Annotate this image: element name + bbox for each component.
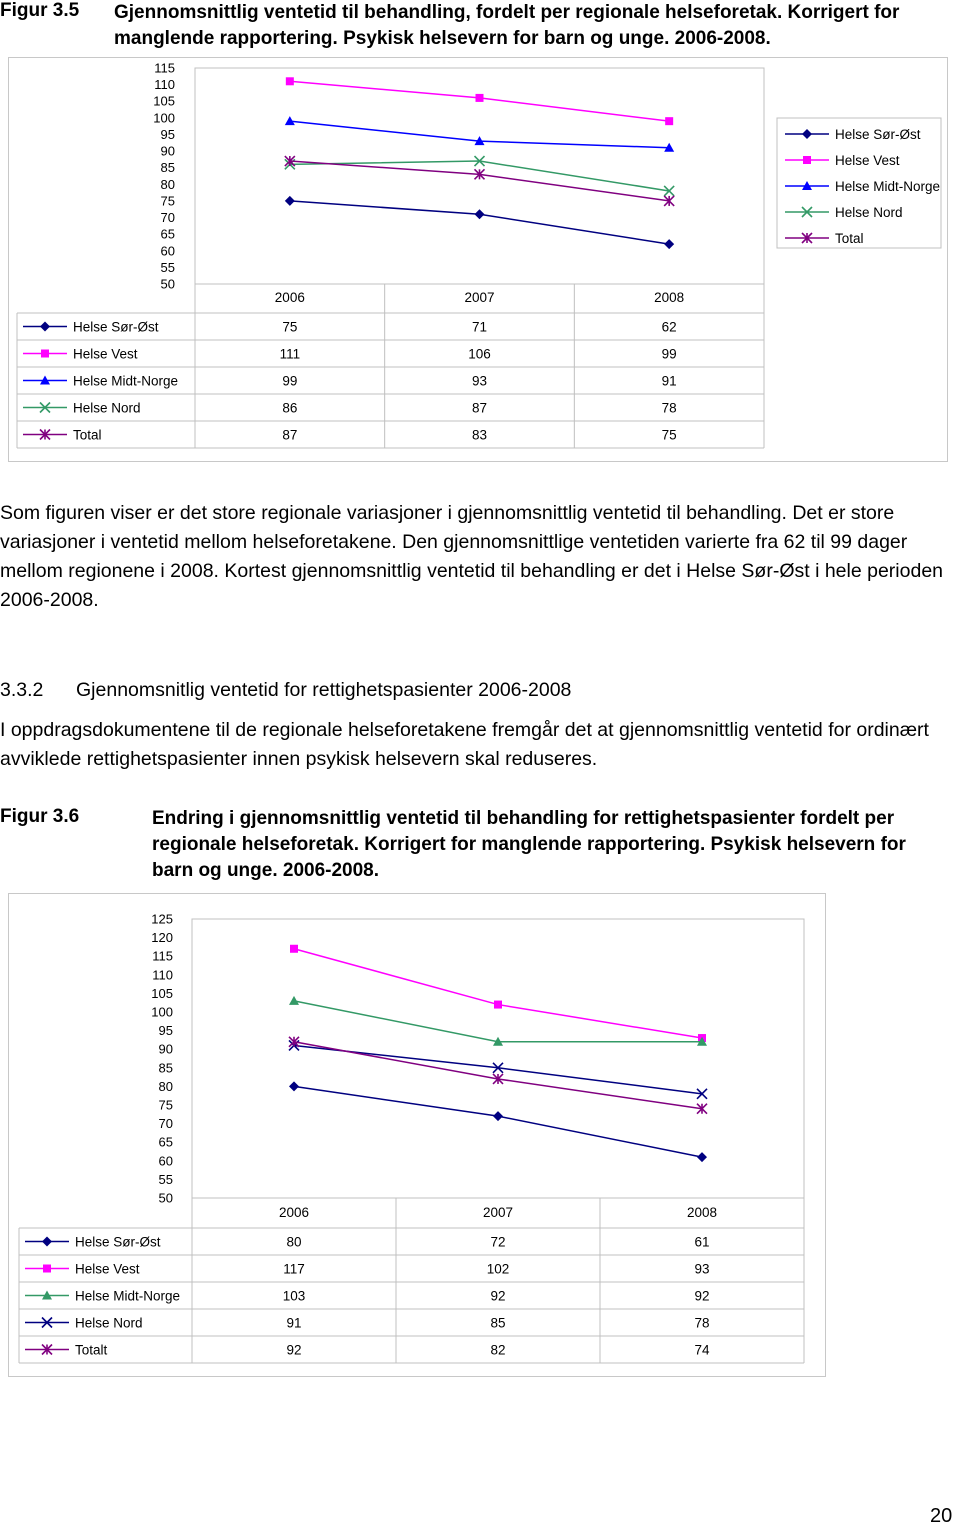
body-paragraph: Som figuren viser er det store regionale variasjoner i gjennomsnittlig ventetid til behandling. Det er store variasjoner i ventetid mellom helseforetakene. Den gjennomsnittlige ventetiden varierte fra 62 til 99 dager mellom regionene i 2008. Kortest gjennomsnittlig ventetid til behandling er det i Helse Sør-Øst i hele perioden 2006-2008. — [0, 502, 944, 611]
chart-2 — [8, 893, 826, 1377]
table-value: 92 — [490, 1288, 506, 1304]
section-title: Gjennomsnitlig ventetid for rettighetspasienter 2006-2008 — [76, 679, 572, 701]
table-value: 74 — [694, 1342, 710, 1358]
y-tick-label: 50 — [158, 1190, 173, 1206]
page-number: 20 — [930, 1505, 953, 1527]
table-value: 87 — [471, 400, 488, 416]
table-value: 93 — [694, 1261, 710, 1277]
x-tick-label: 2006 — [274, 290, 305, 305]
data-point-helse-vest — [290, 945, 298, 953]
table-value: 72 — [490, 1234, 506, 1250]
table-legend-marker — [42, 1237, 52, 1247]
table-value: 106 — [468, 346, 491, 362]
table-value: 78 — [694, 1315, 710, 1331]
y-tick-label: 65 — [158, 1134, 173, 1150]
y-tick-label: 75 — [158, 1097, 173, 1113]
y-tick-label: 80 — [158, 1078, 173, 1094]
body-paragraph: I oppdragsdokumentene til de regionale helseforetakene fremgår det at gjennomsnittlig ventetid for ordinært avviklede rettighetspasienter innen psykisk helsevern skal reduseres. — [0, 719, 929, 770]
data-point-helse-s-r-st — [493, 1111, 503, 1121]
table-value: 91 — [661, 373, 677, 389]
series-line-helse-vest — [294, 949, 702, 1038]
table-value: 75 — [661, 427, 677, 443]
y-tick-label: 90 — [160, 143, 175, 159]
legend-label: Total — [835, 231, 864, 246]
legend-label: Helse Sør-Øst — [835, 127, 921, 142]
data-point-helse-vest — [476, 94, 484, 102]
figure-label: Figur 3.6 — [0, 806, 80, 827]
table-value: 85 — [490, 1315, 506, 1331]
y-tick-label: 115 — [152, 948, 173, 964]
table-series-name: Helse Vest — [75, 1261, 140, 1277]
y-tick-label: 70 — [158, 1116, 173, 1132]
table-series-name: Helse Nord — [75, 1315, 143, 1331]
x-tick-label: 2008 — [654, 290, 685, 305]
table-series-name: Helse Sør-Øst — [75, 1234, 161, 1250]
table-legend-marker — [40, 322, 50, 332]
x-tick-label: 2007 — [464, 290, 495, 305]
y-tick-label: 65 — [160, 226, 175, 242]
chart-1 — [8, 57, 948, 462]
y-tick-label: 85 — [160, 160, 175, 176]
y-tick-label: 125 — [151, 911, 173, 927]
data-point-helse-midt-norge — [289, 996, 299, 1005]
table-value: 93 — [471, 373, 488, 389]
y-tick-label: 60 — [158, 1153, 173, 1169]
figure-caption: Gjennomsnittlig ventetid til behandling, fordelt per regionale helseforetak. Korrigert for manglende rapportering. Psykisk helsevern for barn og unge. 2006-2008. — [114, 2, 900, 49]
y-tick-label: 95 — [160, 126, 175, 142]
y-tick-label: 105 — [153, 93, 175, 109]
table-value: 92 — [694, 1288, 710, 1304]
chart-2-svg — [9, 894, 825, 1376]
data-point-helse-s-r-st — [697, 1152, 707, 1162]
figure-label: Figur 3.5 — [0, 0, 80, 21]
y-tick-label: 70 — [160, 210, 175, 226]
y-tick-label: 100 — [153, 110, 175, 126]
x-tick-label: 2006 — [278, 1205, 310, 1220]
table-value: 71 — [471, 319, 488, 335]
y-tick-label: 85 — [158, 1060, 173, 1076]
y-tick-label: 105 — [151, 985, 173, 1001]
y-tick-label: 55 — [160, 259, 175, 275]
table-value: 117 — [283, 1261, 305, 1277]
y-tick-label: 60 — [160, 243, 175, 259]
y-tick-label: 110 — [152, 967, 173, 983]
data-point-helse-midt-norge — [285, 116, 295, 125]
table-value: 86 — [282, 400, 298, 416]
legend-label: Helse Vest — [835, 153, 900, 168]
data-point-helse-vest — [494, 1001, 502, 1009]
table-value: 92 — [286, 1342, 302, 1358]
table-value: 62 — [661, 319, 677, 335]
y-tick-label: 55 — [158, 1171, 173, 1187]
table-value: 83 — [471, 427, 488, 443]
table-legend-marker — [43, 1265, 51, 1273]
table-series-name: Helse Midt-Norge — [73, 373, 179, 389]
data-point-helse-s-r-st — [285, 196, 295, 206]
y-tick-label: 120 — [151, 930, 173, 946]
data-point-helse-vest — [286, 77, 294, 85]
legend-marker-helse-vest — [803, 156, 811, 164]
figure-caption: Endring i gjennomsnittlig ventetid til behandling for rettighetspasienter fordelt per regionale helseforetak. Korrigert for manglende rapportering. Psykisk helsevern for barn og unge. 2006-2008. — [152, 808, 906, 881]
y-tick-label: 115 — [154, 60, 175, 76]
table-value: 91 — [286, 1315, 302, 1331]
chart-1-svg — [9, 58, 947, 461]
table-value: 99 — [661, 346, 677, 362]
data-point-helse-s-r-st — [664, 239, 674, 249]
table-value: 99 — [282, 373, 298, 389]
table-series-name: Helse Nord — [73, 400, 141, 416]
table-value: 82 — [490, 1342, 506, 1358]
table-value: 102 — [486, 1261, 510, 1277]
data-point-helse-s-r-st — [289, 1081, 299, 1091]
table-value: 75 — [282, 319, 298, 335]
section-number: 3.3.2 — [0, 679, 44, 701]
table-value: 61 — [694, 1234, 710, 1250]
data-point-helse-vest — [665, 117, 673, 125]
table-legend-marker — [41, 350, 49, 358]
x-tick-label: 2008 — [686, 1205, 718, 1220]
table-series-name: Total — [73, 427, 102, 443]
y-tick-label: 100 — [151, 1004, 173, 1020]
series-line-total — [290, 161, 669, 201]
y-tick-label: 110 — [154, 77, 175, 93]
y-tick-label: 95 — [158, 1023, 173, 1039]
legend-label: Helse Nord — [835, 205, 903, 220]
table-value: 78 — [661, 400, 677, 416]
table-series-name: Helse Vest — [73, 346, 138, 362]
plot-area — [192, 919, 804, 1198]
y-tick-label: 50 — [160, 276, 175, 292]
series-line-helse-s-r-st — [294, 1086, 702, 1157]
y-tick-label: 90 — [158, 1041, 173, 1057]
y-tick-label: 75 — [160, 193, 175, 209]
table-series-name: Totalt — [75, 1342, 108, 1358]
series-line-helse-s-r-st — [290, 201, 669, 244]
table-value: 87 — [282, 427, 298, 443]
table-value: 103 — [282, 1288, 306, 1304]
y-tick-label: 80 — [160, 176, 175, 192]
table-series-name: Helse Midt-Norge — [75, 1288, 181, 1304]
table-value: 111 — [279, 346, 301, 362]
table-value: 80 — [286, 1234, 302, 1250]
legend-label: Helse Midt-Norge — [835, 179, 941, 194]
data-point-helse-s-r-st — [475, 209, 485, 219]
x-tick-label: 2007 — [482, 1205, 514, 1220]
table-series-name: Helse Sør-Øst — [73, 319, 159, 335]
